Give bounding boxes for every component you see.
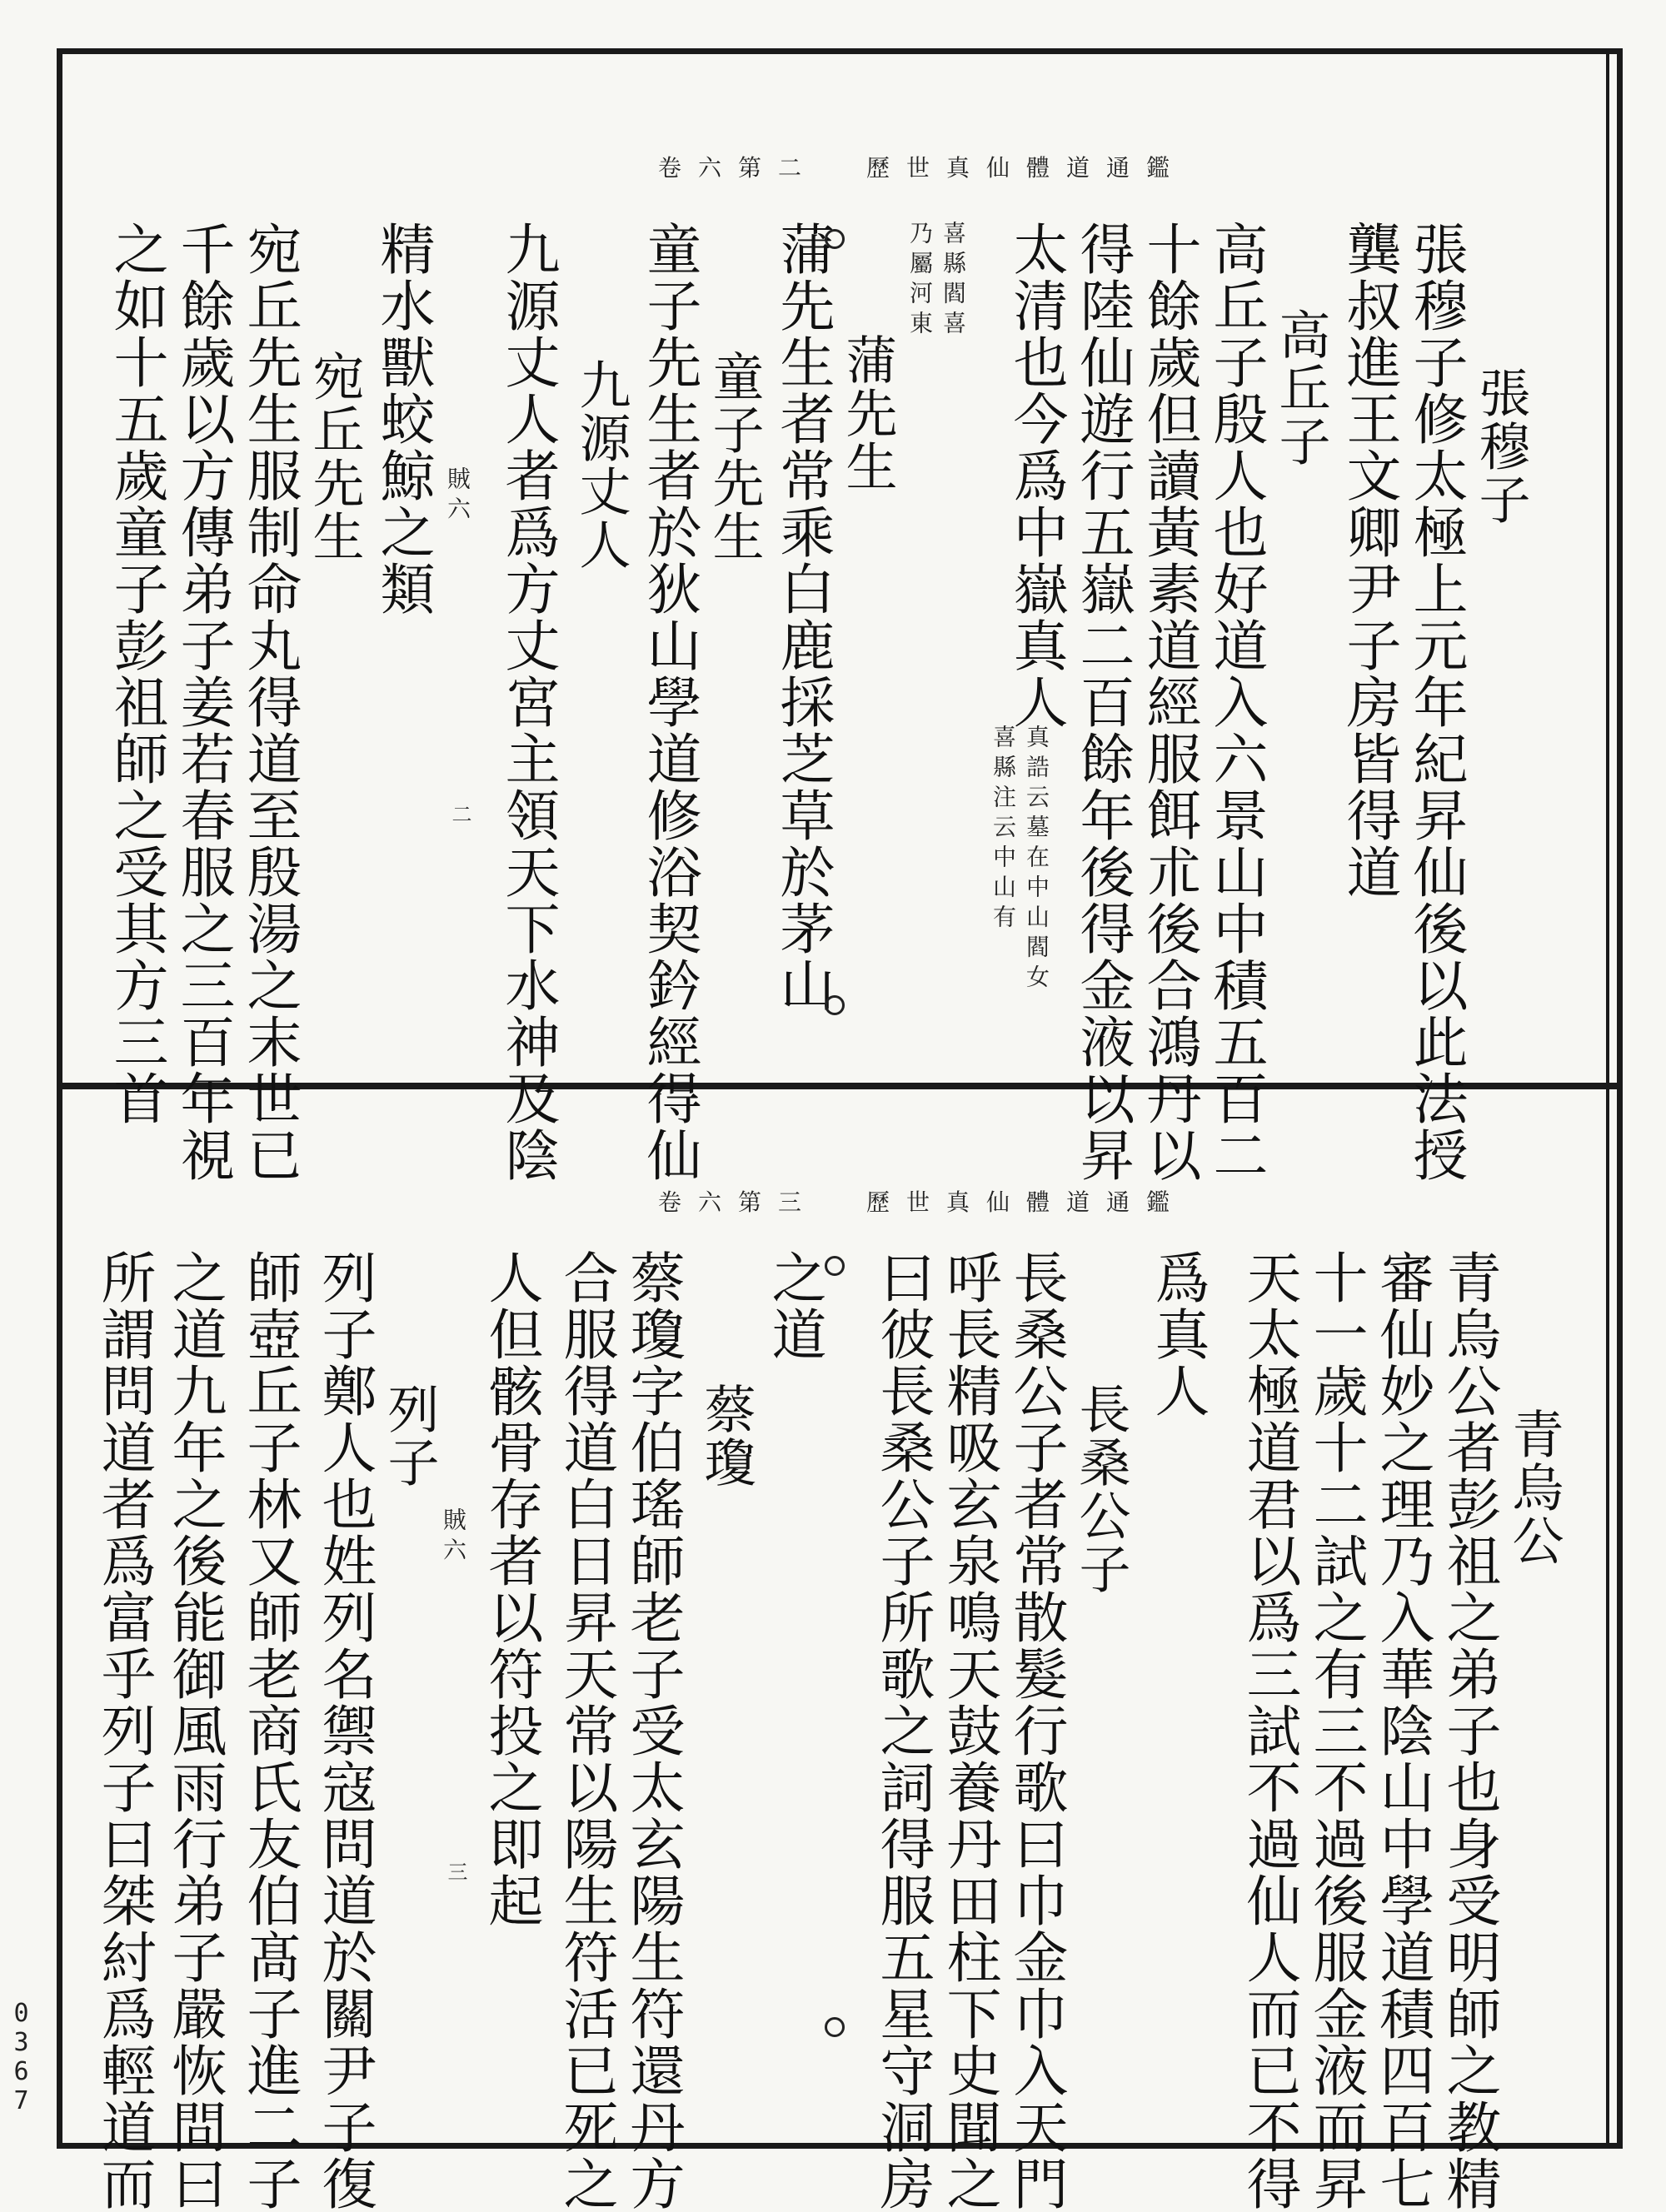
top-col-1: 張穆子 (1470, 366, 1531, 526)
top-header-title: 歷世真仙體道通鑑 (866, 154, 1187, 182)
bottom-col-5: 天太極道君以爲三試不過仙人而已不得 (1237, 1249, 1301, 2212)
edge-page-number: 0367 (7, 1999, 36, 2115)
bottom-header-title: 歷世真仙體道通鑑 (866, 1188, 1187, 1216)
top-page-number: 二 (448, 804, 471, 824)
bottom-col-20: 所謂問道者爲富乎列子曰桀紂爲輕道而 (92, 1249, 156, 2212)
bottom-col-7: 長桑公子 (1070, 1382, 1131, 1596)
top-header-volume: 卷六第二 (658, 154, 819, 182)
top-col-14: 九源丈人者爲方丈宮主領天下水神及陰 (496, 221, 560, 1183)
top-col-3: 龔叔進王文卿尹子房皆得道 (1337, 221, 1401, 900)
bottom-col-16: 列子 (379, 1382, 440, 1489)
bottom-header-volume: 卷六第三 (658, 1188, 819, 1216)
top-col-17: 宛丘先生服制命丸得道至殷湯之末世已 (237, 221, 302, 1183)
binding-hole-mark (825, 1256, 845, 1276)
binding-hole-mark (825, 2017, 845, 2037)
top-note-c1: 喜縣閻喜 (940, 221, 967, 341)
bottom-col-18: 師壺丘子林又師老商氏友伯髙子進二子 (237, 1249, 302, 2212)
bottom-col-9: 呼長精吸玄泉鳴天鼓養丹田柱下史聞之 (937, 1249, 1001, 2212)
top-right-rule (1606, 48, 1609, 1083)
top-col-6: 十餘歲但讀黃素道經服餌朮後合鴻丹以 (1137, 221, 1201, 1183)
binding-hole-mark (825, 229, 845, 249)
bottom-page-number: 三 (444, 1861, 467, 1881)
bottom-col-19: 之道九年之後能御風雨行弟子嚴恢問曰 (162, 1249, 227, 2212)
top-col-18: 千餘歲以方傳弟子姜若春服之三百年視 (171, 221, 235, 1183)
top-col-12: 童子先生者於狄山學道修浴契鈐經得仙 (637, 221, 701, 1183)
bottom-col-13: 蔡瓊字伯瑤師老子受太玄陽生符還丹方 (621, 1249, 685, 2212)
binding-hole-mark (825, 995, 845, 1015)
bottom-col-8: 長桑公子者常散髮行歌曰巾金巾入天門 (1004, 1249, 1068, 2212)
top-col-16: 宛丘先生 (304, 350, 365, 563)
top-col-5: 高丘子殷人也好道入六景山中積五百二 (1204, 221, 1268, 1183)
bottom-col-2: 青烏公者彭祖之弟子也身受明師之教精 (1437, 1249, 1501, 2212)
top-col-4: 高丘子 (1270, 308, 1331, 468)
top-col-19: 之如十五歲童子彭祖師之受其方三首 (104, 221, 168, 1127)
top-note-a: 真誥云墓在中山閻女 (1023, 725, 1050, 994)
top-note-c2: 乃屬河東 (906, 221, 934, 341)
top-margin-code: 賊六 (444, 466, 471, 526)
bottom-col-12: 蔡瓊 (696, 1382, 756, 1489)
top-col-9: 蒲先生 (837, 333, 898, 493)
bottom-col-15: 人但骸骨存者以符投之即起 (479, 1249, 543, 1929)
bottom-col-1: 青烏公 (1504, 1407, 1564, 1567)
top-col-15: 精水獸蛟鯨之類 (371, 221, 435, 617)
top-col-7: 得陸仙遊行五嶽二百餘年後得金液以昇 (1070, 221, 1135, 1183)
top-col-8: 太清也今爲中嶽真人 (1004, 221, 1068, 730)
bottom-col-6: 爲真人 (1145, 1249, 1210, 1419)
bottom-col-14: 合服得道白日昇天常以陽生符活已死之 (554, 1249, 618, 2212)
bottom-col-10: 曰彼長桑公子所歌之詞得服五星守洞房 (870, 1249, 935, 2212)
bottom-col-17: 列子鄭人也姓列名禦寇問道於關尹子復 (312, 1249, 377, 2212)
top-col-10: 蒲先生者常乘白鹿採芝草於茅山 (771, 221, 835, 1014)
bottom-margin-code: 賊六 (440, 1507, 467, 1567)
bottom-right-rule (1606, 1089, 1609, 2149)
top-col-2: 張穆子修太極上元年紀昇仙後以此法授 (1404, 221, 1468, 1183)
top-note-b: 喜縣注云中山有 (990, 725, 1017, 934)
bottom-col-3: 審仙妙之理乃入華陰山中學道積四百七 (1370, 1249, 1434, 2212)
top-col-11: 童子先生 (704, 350, 765, 563)
bottom-col-4: 十一歲十二試之有三不過後服金液而昇 (1304, 1249, 1368, 2212)
top-col-13: 九源丈人 (571, 358, 631, 571)
bottom-col-11: 之道 (762, 1249, 826, 1363)
